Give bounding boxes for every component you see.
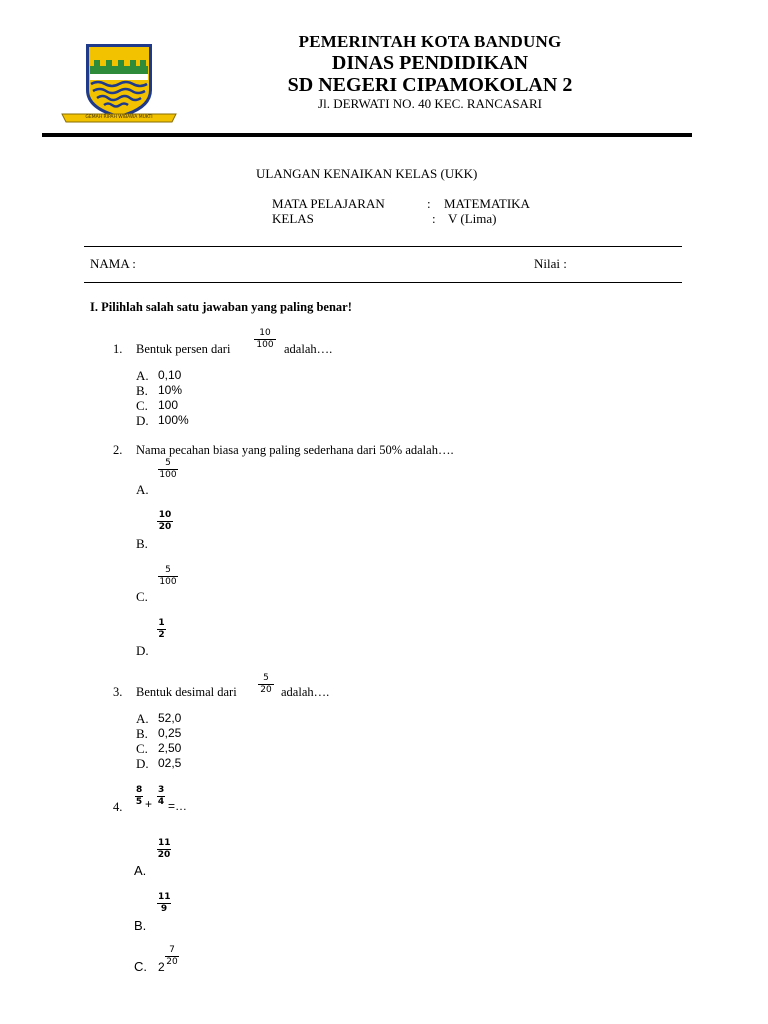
subject-label: MATA PELAJARAN xyxy=(272,196,385,211)
q3-option-a-value: 52,0 xyxy=(158,711,182,725)
q2-number: 2. xyxy=(113,443,123,457)
class-separator: : xyxy=(432,211,436,226)
exam-title: ULANGAN KENAIKAN KELAS (UKK) xyxy=(256,166,478,181)
school-logo xyxy=(60,40,178,126)
q4-fraction-2: $\frac{3}{4}$ xyxy=(157,785,165,807)
logo-motto: GEMAH RIPAH WIBAWA MUKTI xyxy=(85,115,153,120)
q1-option-b-letter: B. xyxy=(136,383,148,398)
q4-number: 4. xyxy=(113,800,123,814)
q1-option-d-letter: D. xyxy=(136,413,149,428)
q2-option-b-fraction: $\frac{10}{20}$ xyxy=(158,510,172,532)
q3-option-a-letter: A. xyxy=(136,711,149,726)
q2-option-d-letter: D. xyxy=(136,643,149,658)
q3-text: Bentuk desimal dari xyxy=(136,685,237,699)
q4-equals-text: =… xyxy=(168,799,188,813)
q2-option-c-letter: C. xyxy=(136,589,148,604)
q3-option-d-value: 02,5 xyxy=(158,756,182,770)
q1-number: 1. xyxy=(113,342,123,356)
subject-separator: : xyxy=(427,196,431,211)
q4-option-c-fraction: $\frac{7}{20}$ xyxy=(166,945,178,967)
q4-option-b-letter: B. xyxy=(134,918,147,933)
header-address: Jl. DERWATI NO. 40 KEC. RANCASARI xyxy=(318,96,542,111)
score-label: Nilai : xyxy=(534,256,567,271)
q2-option-d-fraction: $\frac{1}{2}$ xyxy=(158,618,165,640)
subject-value: MATEMATIKA xyxy=(444,196,530,211)
q4-option-c-whole: 2 xyxy=(158,960,165,974)
header-government: PEMERINTAH KOTA BANDUNG xyxy=(298,32,562,51)
q1-fraction: $\frac{10}{100}$ xyxy=(254,328,276,351)
q4-option-a-letter: A. xyxy=(134,863,147,878)
class-value: V (Lima) xyxy=(448,211,497,226)
q3-option-d-letter: D. xyxy=(136,756,149,771)
q1-text-after: adalah…. xyxy=(284,342,333,356)
q1-option-c-letter: C. xyxy=(136,398,148,413)
q3-number: 3. xyxy=(113,685,123,699)
name-row-top-line xyxy=(84,246,682,247)
q1-option-d-value: 100% xyxy=(158,413,189,427)
q2-option-b-letter: B. xyxy=(136,536,148,551)
q2-option-a-letter: A. xyxy=(136,482,149,497)
q3-option-b-value: 0,25 xyxy=(158,726,182,740)
q4-option-c-letter: C. xyxy=(134,959,147,974)
q1-option-a-letter: A. xyxy=(136,368,149,383)
q4-fraction-1: $\frac{8}{5}$ xyxy=(135,785,143,807)
q3-text-after: adalah…. xyxy=(281,685,330,699)
header-department: DINAS PENDIDIKAN xyxy=(331,52,529,74)
header-school-name: SD NEGERI CIPAMOKOLAN 2 xyxy=(287,74,573,96)
q3-option-b-letter: B. xyxy=(136,726,148,741)
q1-option-a-value: 0,10 xyxy=(158,368,182,382)
header-divider xyxy=(42,133,692,137)
q4-option-a-fraction: $\frac{11}{20}$ xyxy=(157,838,171,860)
q1-text: Bentuk persen dari xyxy=(136,342,231,356)
q4-plus-sign: + xyxy=(145,797,153,811)
section-heading: I. Pilihlah salah satu jawaban yang paling benar! xyxy=(90,300,352,314)
q2-option-a-fraction: $\frac{5}{100}$ xyxy=(159,458,177,480)
name-label: NAMA : xyxy=(90,256,136,271)
q1-option-c-value: 100 xyxy=(158,398,179,412)
name-row-bottom-line xyxy=(84,282,682,283)
q2-text: Nama pecahan biasa yang paling sederhana dari 50% adalah…. xyxy=(136,443,454,457)
q3-option-c-letter: C. xyxy=(136,741,148,756)
class-label: KELAS xyxy=(272,211,314,226)
q3-option-c-value: 2,50 xyxy=(158,741,182,755)
q3-fraction: $\frac{5}{20}$ xyxy=(258,673,274,696)
q1-option-b-value: 10% xyxy=(158,383,183,397)
q4-option-b-fraction: $\frac{11}{9}$ xyxy=(158,892,171,914)
q2-option-c-fraction: $\frac{5}{100}$ xyxy=(159,565,177,587)
